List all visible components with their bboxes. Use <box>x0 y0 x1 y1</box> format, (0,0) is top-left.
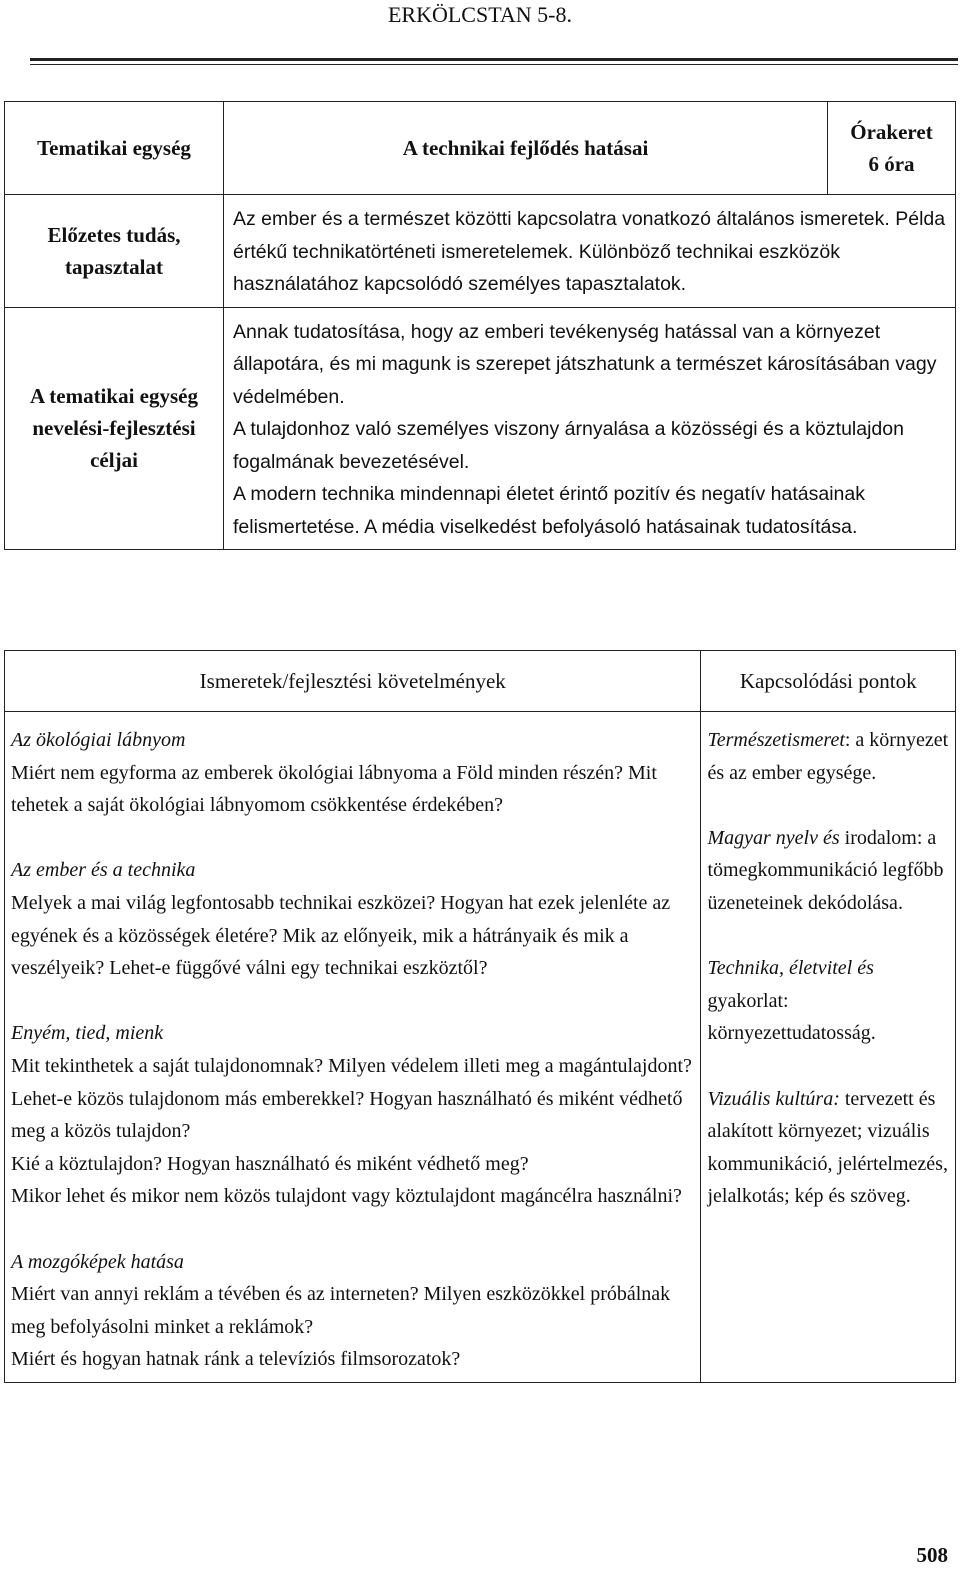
topic-title: A technikai fejlődés hatásai <box>224 102 828 195</box>
page-number: 508 <box>916 1543 948 1567</box>
connection-item <box>707 1083 949 1213</box>
connection-subject: Technika, életvitel és <box>707 957 874 980</box>
goals-text <box>224 307 956 550</box>
prior-knowledge-label <box>5 195 224 308</box>
connection-subject: Természetismeret <box>707 729 845 751</box>
block-line: Miért nem egyforma az emberek ökológiai lábnyoma a Föld minden részén? Mit tehetek a saját ökológiai lábnyomom csökkentése érdekében? <box>11 761 657 817</box>
requirement-block <box>11 854 694 984</box>
running-header <box>0 0 960 40</box>
goals-label-line: A tematikai egység <box>30 384 198 409</box>
prior-text: Az ember és a természet közötti kapcsolatra vonatkozó általános ismeretek. Példa értékű technikatörténeti ismeretelemek. Különböző technikai eszközök használatához kapcsolódó személyes tapasztalatok. <box>233 208 946 295</box>
block-title: A mozgóképek hatása <box>11 1250 184 1273</box>
hours-label: Órakeret <box>850 120 933 144</box>
connection-item <box>707 724 949 789</box>
header-rule-thick <box>30 58 958 61</box>
block-title: Az ökológiai lábnyom <box>11 729 186 751</box>
connection-text: gyakorlat: környezettudatosság. <box>707 989 876 1045</box>
hours-cell <box>828 102 956 195</box>
block-title: Az ember és a technika <box>11 859 196 882</box>
goals-paragraph: A modern technika mindennapi életet érintő pozitív és negatív hatásainak felismertetése. A média viselkedést befolyásoló hatásainak tudatosítása. <box>233 483 865 538</box>
block-line: Mit tekinthetek a saját tulajdonomnak? Milyen védelem illeti meg a magántulajdont? <box>11 1054 692 1077</box>
block-line: Kié a köztulajdon? Hogyan használható és miként védhető meg? <box>11 1152 529 1175</box>
goals-label <box>5 307 224 550</box>
block-line: Melyek a mai világ legfontosabb technikai eszközei? Hogyan hat ezek jelenléte az egyének és a közösségek életére? Mik az előnyeik, mik a hátrányaik és mik a veszélyeik? Lehet-e függővé válni egy technikai eszköztől? <box>11 891 671 980</box>
requirement-block <box>11 724 694 822</box>
connections-cell <box>701 712 956 1383</box>
requirement-block <box>11 1246 694 1376</box>
connection-text: irodalom: a tömegkommunikáció legfőbb üzeneteinek dekódolása. <box>707 826 944 914</box>
requirement-block <box>11 1017 694 1213</box>
connection-text: : a környezet és az ember egysége. <box>707 729 949 784</box>
content-table <box>4 650 956 1383</box>
goals-paragraph: Annak tudatosítása, hogy az emberi tevékenység hatással van a környezet állapotára, és mi magunk is szerepet játszhatunk a természet károsításában vagy védelmében. <box>233 320 937 408</box>
goals-label-line: nevelési-fejlesztési <box>32 416 196 441</box>
hours-value: 6 óra <box>868 152 915 176</box>
requirements-cell <box>5 712 701 1383</box>
connection-subject: Vizuális kultúra: <box>707 1087 840 1110</box>
block-line: Lehet-e közös tulajdonom más emberekkel? Hogyan használható és miként védhető meg a közös tulajdon? <box>11 1087 683 1143</box>
connection-subject: Magyar nyelv és <box>707 826 840 849</box>
block-line: Miért van annyi reklám a tévében és az interneten? Milyen eszközökkel próbálnak meg befolyásolni minket a reklámok? <box>11 1283 671 1338</box>
connections-header: Kapcsolódási pontok <box>701 651 956 712</box>
connection-item <box>707 952 949 1050</box>
block-title: Enyém, tied, mienk <box>11 1022 164 1045</box>
running-title: ERKÖLCSTAN 5-8. <box>387 2 572 27</box>
header-rule-thin <box>30 64 958 65</box>
prior-label-line: tapasztalat <box>65 254 163 279</box>
requirements-header: Ismeretek/fejlesztési követelmények <box>5 651 701 712</box>
unit-table <box>4 101 956 550</box>
connection-item <box>707 822 949 920</box>
goals-label-line: céljai <box>90 448 138 473</box>
connection-text: tervezett és alakított környezet; vizuális kommunikáció, jelértelmezés, jelalkotás; kép és szöveg. <box>707 1087 948 1208</box>
prior-knowledge-text <box>224 195 956 308</box>
block-line: Mikor lehet és mikor nem közös tulajdont vagy köztulajdont magáncélra használni? <box>11 1185 682 1208</box>
prior-label-line: Előzetes tudás, <box>47 222 181 247</box>
topic-label: Tematikai egység <box>5 102 224 195</box>
block-line: Miért és hogyan hatnak ránk a televíziós filmsorozatok? <box>11 1348 461 1371</box>
goals-paragraph: A tulajdonhoz való személyes viszony árnyalása a közösségi és a köztulajdon fogalmának bevezetésével. <box>233 418 904 473</box>
